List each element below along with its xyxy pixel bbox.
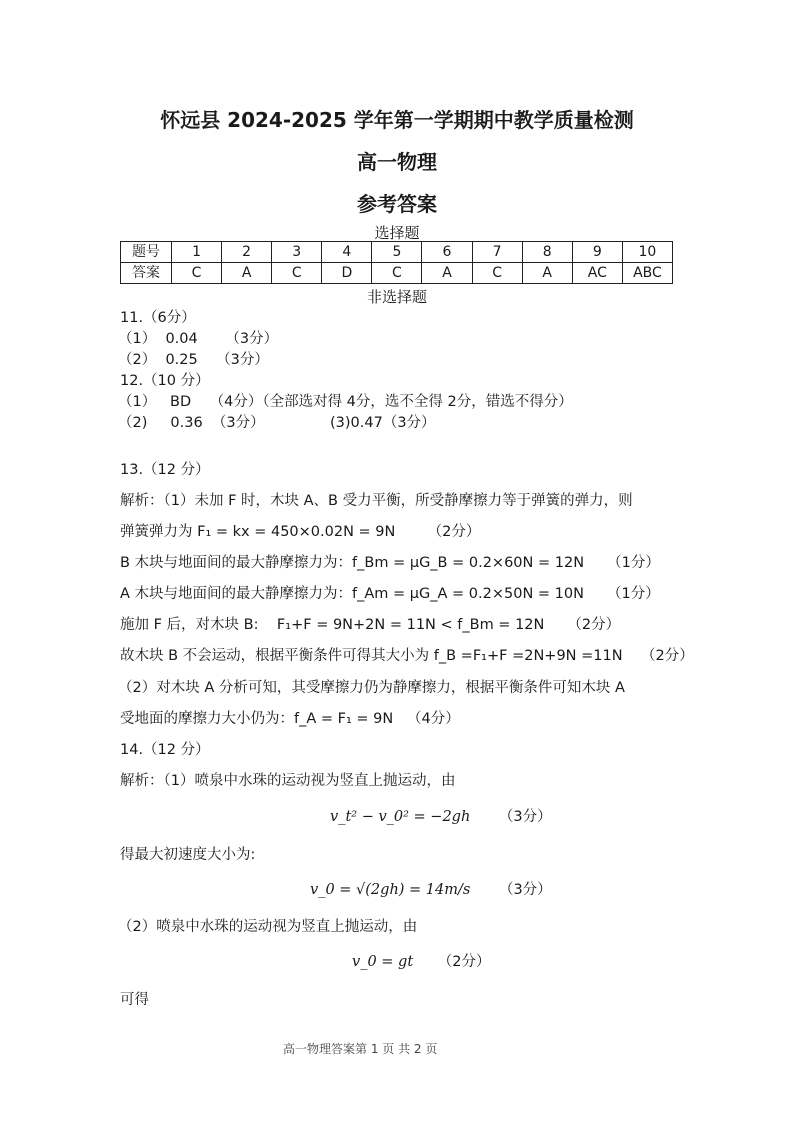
table-cell: 3 xyxy=(272,242,322,263)
q13-heading: 13.（12 分） xyxy=(120,462,210,478)
table-cell: AC xyxy=(572,263,622,284)
q11-heading: 11.（6分） xyxy=(120,310,196,326)
q13-line-8: 受地面的摩擦力大小仍为：f_A = F₁ = 9N （4分） xyxy=(120,711,460,727)
table-cell: 1 xyxy=(172,242,222,263)
score: （3分） xyxy=(498,809,552,825)
score: （3分） xyxy=(498,882,552,898)
table-cell: 6 xyxy=(422,242,472,263)
table-cell: 4 xyxy=(322,242,372,263)
table-cell: 10 xyxy=(622,242,672,263)
page-footer: 高一物理答案第 1 页 共 2 页 xyxy=(283,1042,438,1056)
table-cell: 7 xyxy=(472,242,522,263)
q12-line-2b: (3)0.47（3分） xyxy=(330,415,436,431)
table-row-numbers xyxy=(121,242,673,263)
doc-type-title: 参考答案 xyxy=(357,192,437,216)
q14-equation-1 xyxy=(330,805,552,826)
q14-line-3: （2）喷泉中水珠的运动视为竖直上抛运动，由 xyxy=(118,919,418,935)
table-cell: C xyxy=(172,263,222,284)
q13-line-5: 施加 F 后，对木块 B: F₁+F = 9N+2N = 11N < f_Bm = 12N （2分） xyxy=(120,617,621,633)
choice-section-label: 选择题 xyxy=(374,224,420,242)
table-head-answer: 答案 xyxy=(121,263,172,284)
q12-line-1: （1） BD （4分）（全部选对得 4分，选不全得 2分，错选不得分） xyxy=(118,394,573,410)
table-cell: 8 xyxy=(522,242,572,263)
equation-text: v_0 = gt xyxy=(352,954,414,970)
answer-table xyxy=(120,241,673,284)
q14-equation-3 xyxy=(352,950,491,971)
table-cell: ABC xyxy=(622,263,672,284)
nonchoice-section-label: 非选择题 xyxy=(366,288,427,306)
table-cell: A xyxy=(422,263,472,284)
q12-line-2a: （2) 0.36 （3分） xyxy=(118,415,265,431)
q14-line-2: 得最大初速度大小为: xyxy=(120,847,256,863)
score: （2分） xyxy=(437,954,491,970)
table-cell: D xyxy=(322,263,372,284)
table-cell: A xyxy=(222,263,272,284)
q13-line-7: （2）对木块 A 分析可知，其受摩擦力仍为静摩擦力，根据平衡条件可知木块 A xyxy=(118,680,625,696)
q13-line-2: 弹簧弹力为 F₁ = kx = 450×0.02N = 9N （2分） xyxy=(120,524,481,540)
q11-line-1: （1） 0.04 （3分） xyxy=(118,331,279,347)
q13-line-6: 故木块 B 不会运动，根据平衡条件可得其大小为 f_B =F₁+F =2N+9N =11N （2分） xyxy=(120,648,694,664)
q11-line-2: （2） 0.25 （3分） xyxy=(118,352,269,368)
q13-line-3: B 木块与地面间的最大静摩擦力为：f_Bm = μG_B = 0.2×60N = 12N （1分） xyxy=(120,555,660,571)
table-cell: C xyxy=(372,263,422,284)
equation-text: v_t² − v_0² = −2gh xyxy=(330,809,471,825)
table-cell: C xyxy=(472,263,522,284)
page-title: 怀远县 2024-2025 学年第一学期期中教学质量检测 xyxy=(160,108,634,132)
q13-line-4: A 木块与地面间的最大静摩擦力为：f_Am = μG_A = 0.2×50N = 10N （1分） xyxy=(120,586,660,602)
table-cell: 5 xyxy=(372,242,422,263)
table-row-answers xyxy=(121,263,673,284)
table-head-number: 题号 xyxy=(121,242,172,263)
table-cell: C xyxy=(272,263,322,284)
q12-heading: 12.（10 分） xyxy=(120,373,210,389)
table-cell: 9 xyxy=(572,242,622,263)
q14-line-1: 解析：（1）喷泉中水珠的运动视为竖直上抛运动，由 xyxy=(120,773,456,789)
q14-heading: 14.（12 分） xyxy=(120,742,210,758)
q14-line-4: 可得 xyxy=(120,992,149,1008)
table-cell: 2 xyxy=(222,242,272,263)
table-cell: A xyxy=(522,263,572,284)
q13-line-1: 解析：（1）未加 F 时，木块 A、B 受力平衡，所受静摩擦力等于弹簧的弹力，则 xyxy=(120,493,633,509)
equation-text: v_0 = √(2gh) = 14m/s xyxy=(310,882,471,898)
q14-equation-2 xyxy=(310,878,552,899)
subject-title: 高一物理 xyxy=(357,150,437,174)
